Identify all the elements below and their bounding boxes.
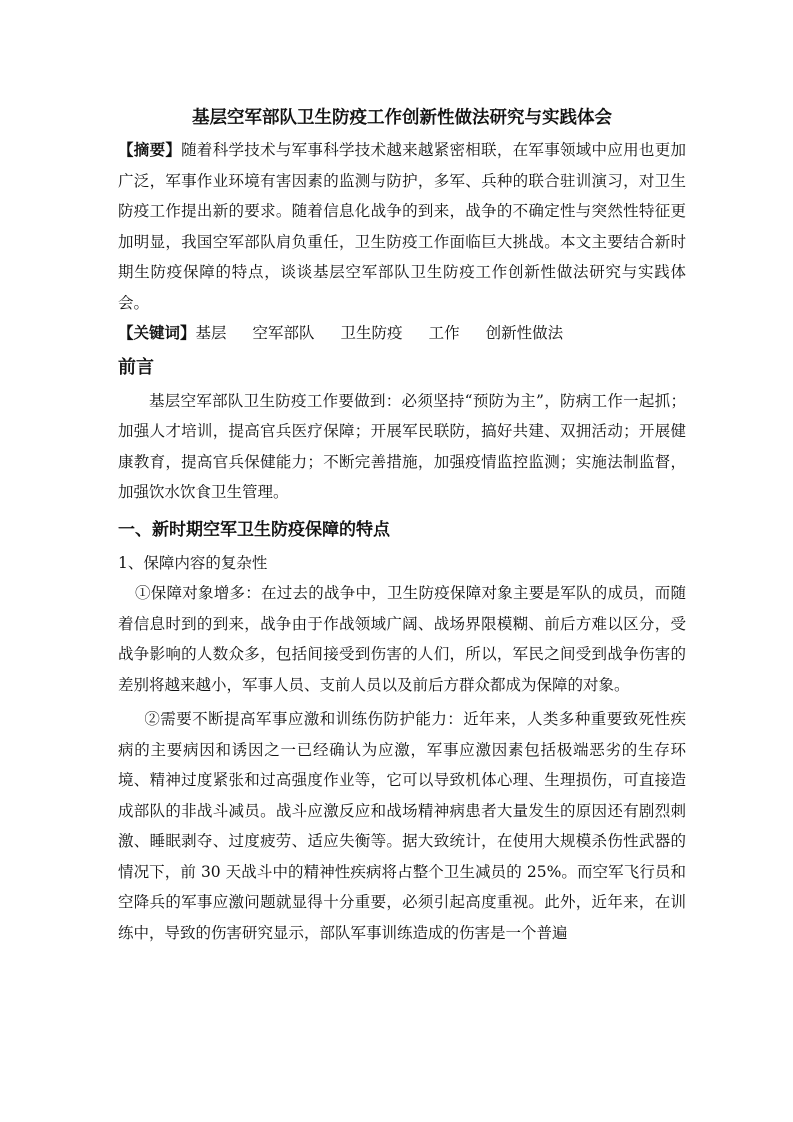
- keywords-label: 【关键词】: [118, 323, 196, 342]
- abstract-paragraph: [118, 135, 686, 318]
- preface-heading: 前言: [118, 356, 154, 378]
- document-body: [118, 103, 686, 948]
- keyword: 创新性做法: [485, 324, 564, 342]
- preface-paragraph: 基层空军部队卫生防疫工作要做到：必须坚持“预防为主”，防病工作一起抓；加强人才培训，提高官兵医疗保障；开展军民联防，搞好共建、双拥活动；开展健康教育，提高官兵保健能力；不断完善措施，加强疫情监控监测；实施法制监督，加强饮水饮食卫生管理。: [118, 391, 686, 501]
- body-paragraph: ②需要不断提高军事应激和训练伤防护能力：近年来，人类多种重要致死性疾病的主要病因和诱因之一已经确认为应激，军事应激因素包括极端恶劣的生存环境、精神过度紧张和过高强度作业等，它可以导致机体心理、生理损伤，可直接造成部队的非战斗减员。战斗应激反应和战场精神病患者大量发生的原因还有剧烈刺激、睡眠剥夺、过度疲劳、适应失衡等。据大致统计，在使用大规模杀伤性武器的情况下，前 30 天战斗中的精神性疾病将占整个卫生减员的 25%。而空军飞行员和空降兵的军事应激问题就显得十分重要，必须引起高度重视。此外，近年来，在训练中，导致的伤害研究显示，部队军事训练造成的伤害是一个普遍: [118, 710, 686, 942]
- keyword: 卫生防疫: [340, 324, 403, 342]
- keyword: 工作: [428, 324, 460, 342]
- section-heading: 一、新时期空军卫生防疫保障的特点: [118, 519, 390, 540]
- keywords-line: [118, 318, 686, 349]
- subsection-heading: 1、保障内容的复杂性: [118, 553, 268, 572]
- abstract-label: 【摘要】: [118, 140, 182, 159]
- body-paragraph: ①保障对象增多：在过去的战争中，卫生防疫保障对象主要是军队的成员，而随着信息时到的到来，战争由于作战领域广阔、战场界限模糊、前后方难以区分，受战争影响的人数众多，包括间接受到伤害的人们，所以，军民之间受到战争伤害的差别将越来越小，军事人员、支前人员以及前后方群众都成为保障的对象。: [118, 584, 686, 694]
- document-title: 基层空军部队卫生防疫工作创新性做法研究与实践体会: [192, 108, 612, 128]
- abstract-text: 随着科学技术与军事科学技术越来越紧密相联，在军事领域中应用也更加广泛，军事作业环境有害因素的监测与防护，多军、兵种的联合驻训演习，对卫生防疫工作提出新的要求。随着信息化战争的到来，战争的不确定性与突然性特征更加明显，我国空军部队肩负重任，卫生防疫工作面临巨大挑战。本文主要结合新时期生防疫保障的特点，谈谈基层空军部队卫生防疫工作创新性做法研究与实践体会。: [118, 141, 686, 312]
- keyword: 基层: [195, 324, 227, 342]
- keyword: 空军部队: [252, 324, 315, 342]
